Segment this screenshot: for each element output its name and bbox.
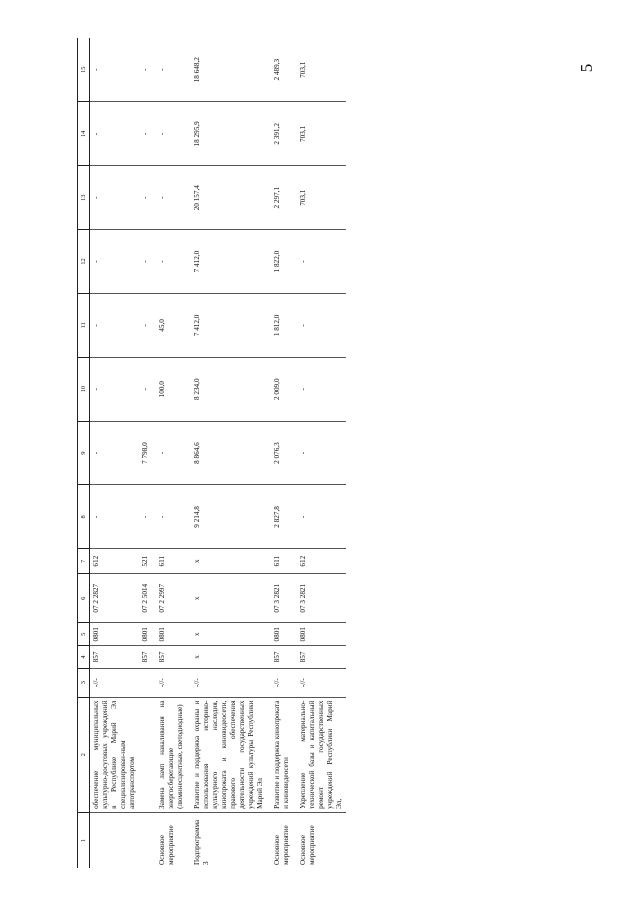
header-cell-6: 6 — [78, 574, 90, 623]
cell-col-3: -//- — [90, 668, 140, 697]
cell-col-15: 18 648,2 — [187, 38, 267, 102]
header-cell-12: 12 — [78, 230, 90, 294]
page-number: 5 — [577, 63, 596, 73]
cell-col-5: 0801 — [90, 623, 140, 646]
header-cell-5: 5 — [78, 623, 90, 646]
cell-col-6: 07 3 2821 — [293, 574, 346, 623]
header-cell-7: 7 — [78, 549, 90, 574]
cell-col-12: 7 412,0 — [187, 230, 267, 294]
cell-col-9: - — [90, 421, 140, 485]
cell-col-13: - — [90, 166, 140, 230]
cell-col-11: - — [90, 293, 140, 357]
cell-col-1: Основное мероприятие — [273, 825, 290, 865]
cell-col-2 — [139, 697, 152, 812]
header-cell-1: 1 — [78, 812, 90, 868]
header-cell-3: 3 — [78, 668, 90, 697]
cell-col-5: x — [187, 623, 267, 646]
cell-col-4: 857 — [90, 646, 140, 669]
cell-col-1: Основное мероприятие — [299, 825, 316, 865]
cell-col-12: - — [152, 230, 187, 294]
cell-col-8: - — [152, 485, 187, 549]
cell-col-6: 07 2 2827 — [90, 574, 140, 623]
table-row — [139, 38, 152, 868]
cell-col-4: 857 — [293, 646, 346, 669]
cell-col-1 — [139, 812, 152, 868]
cell-col-11: - — [293, 293, 346, 357]
header-cell-9: 9 — [78, 421, 90, 485]
cell-col-11: 1 812,0 — [267, 293, 293, 357]
header-cell-10: 10 — [78, 357, 90, 421]
header-cell-8: 8 — [78, 485, 90, 549]
header-cell-2: 2 — [78, 697, 90, 812]
cell-col-11: - — [139, 293, 152, 357]
cell-col-13: 2 297,1 — [267, 166, 293, 230]
cell-col-8: 9 214,8 — [187, 485, 267, 549]
cell-col-2: Замена ламп накаливания на энергосберегающие (люминесцентные, светодиодные) — [152, 697, 187, 812]
cell-col-10: 8 234,0 — [187, 357, 267, 421]
cell-col-3 — [139, 668, 152, 697]
cell-col-10: - — [293, 357, 346, 421]
cell-col-4: 857 — [139, 646, 152, 669]
cell-col-8: - — [293, 485, 346, 549]
cell-col-4: x — [187, 646, 267, 669]
cell-col-14: - — [139, 102, 152, 166]
table-row — [152, 38, 187, 868]
header-cell-4: 4 — [78, 646, 90, 669]
cell-col-15: 703,1 — [293, 38, 346, 102]
cell-col-14: 2 391,2 — [267, 102, 293, 166]
cell-col-2: Укрепление материально-технической базы и капитальный ремонт государственных учреждений Республики Марий Эл, — [293, 697, 346, 812]
cell-col-3: -//- — [187, 668, 267, 697]
cell-col-2: Развитие и поддержка охраны и использования историко-культурного наследия, кинопроката и киновидеосети, правового обеспечения деятельности государственных учреждений культуры Республики Марий Эл — [187, 697, 267, 812]
cell-col-2: обеспечение муниципальных культурно-досуговых учреждений в Республике Марий Эл специализирован-ным автотранспортом — [90, 697, 140, 812]
cell-col-13: 703,1 — [293, 166, 346, 230]
cell-col-6: 07 3 2821 — [267, 574, 293, 623]
cell-col-11: 7 412,0 — [187, 293, 267, 357]
cell-col-8: - — [90, 485, 140, 549]
cell-col-15: 2 489,3 — [267, 38, 293, 102]
cell-col-15: - — [90, 38, 140, 102]
table-body — [90, 38, 347, 868]
cell-col-7: 612 — [293, 549, 346, 574]
cell-col-12: - — [293, 230, 346, 294]
cell-col-5: 0801 — [267, 623, 293, 646]
header-cell-15: 15 — [78, 38, 90, 102]
cell-col-7: 611 — [152, 549, 187, 574]
cell-col-14: 703,1 — [293, 102, 346, 166]
table-row — [267, 38, 293, 868]
cell-col-15: - — [139, 38, 152, 102]
header-cell-11: 11 — [78, 293, 90, 357]
cell-col-5: 0801 — [152, 623, 187, 646]
cell-col-1 — [90, 812, 140, 868]
cell-col-5: 0801 — [293, 623, 346, 646]
table-row — [90, 38, 140, 868]
cell-col-1: Подпрограмма 3 — [193, 819, 210, 865]
cell-col-1: Основное мероприятие — [158, 825, 175, 865]
cell-col-6: 07 2 5014 — [139, 574, 152, 623]
rotated-table-frame — [77, 38, 602, 868]
cell-col-4: 857 — [267, 646, 293, 669]
header-row — [78, 38, 90, 868]
header-cell-14: 14 — [78, 102, 90, 166]
table-row — [293, 38, 346, 868]
cell-col-9: - — [152, 421, 187, 485]
cell-col-8: 2 827,8 — [267, 485, 293, 549]
cell-col-4: 857 — [152, 646, 187, 669]
cell-col-8: - — [139, 485, 152, 549]
cell-col-2: Развитие и поддержка кинопроката и киновидеосети — [267, 697, 293, 812]
cell-col-13: - — [152, 166, 187, 230]
cell-col-10: 2 009,0 — [267, 357, 293, 421]
cell-col-11: 45,0 — [152, 293, 187, 357]
cell-col-10: - — [90, 357, 140, 421]
table-row — [187, 38, 267, 868]
cell-col-12: - — [139, 230, 152, 294]
cell-col-6: x — [187, 574, 267, 623]
cell-col-7: 611 — [267, 549, 293, 574]
cell-col-6: 07 2 2997 — [152, 574, 187, 623]
cell-col-9: - — [293, 421, 346, 485]
cell-col-9: 7 798,0 — [139, 421, 152, 485]
cell-col-12: 1 822,0 — [267, 230, 293, 294]
cell-col-3: -//- — [293, 668, 346, 697]
cell-col-9: 2 076,3 — [267, 421, 293, 485]
cell-col-5: 0801 — [139, 623, 152, 646]
header-cell-13: 13 — [78, 166, 90, 230]
budget-table — [77, 38, 346, 868]
cell-col-7: 521 — [139, 549, 152, 574]
cell-col-10: - — [139, 357, 152, 421]
cell-col-13: 20 157,4 — [187, 166, 267, 230]
cell-col-7: 612 — [90, 549, 140, 574]
cell-col-9: 8 864,6 — [187, 421, 267, 485]
cell-col-3: -//- — [267, 668, 293, 697]
cell-col-14: - — [90, 102, 140, 166]
cell-col-10: 100,0 — [152, 357, 187, 421]
cell-col-7: x — [187, 549, 267, 574]
cell-col-13: - — [139, 166, 152, 230]
cell-col-14: 18 295,9 — [187, 102, 267, 166]
cell-col-15: - — [152, 38, 187, 102]
cell-col-14: - — [152, 102, 187, 166]
cell-col-3: -//- — [152, 668, 187, 697]
cell-col-12: - — [90, 230, 140, 294]
